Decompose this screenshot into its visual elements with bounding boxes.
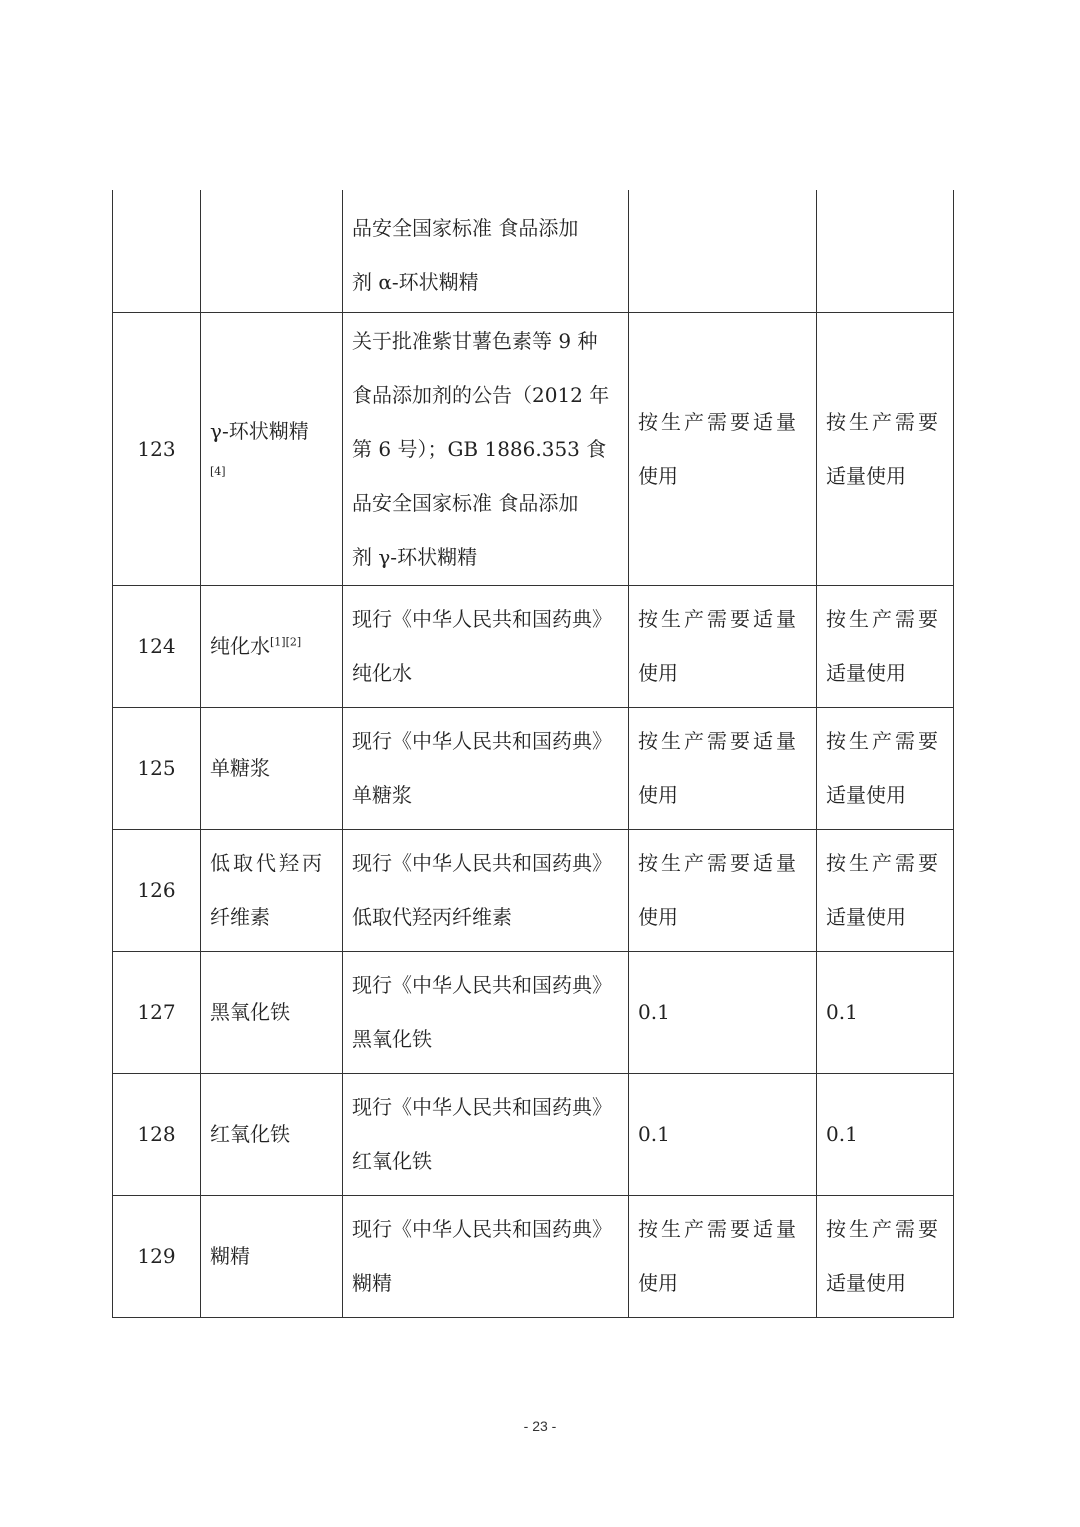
cell-usage-b: 0.1 (817, 1073, 954, 1195)
usage-line: 按生产需要 (826, 607, 941, 631)
cell-usage-a (629, 312, 817, 585)
usage-line: 按生产需要 (826, 409, 941, 434)
usage-line: 适量使用 (826, 905, 906, 929)
usage-line: 适量使用 (826, 463, 906, 488)
standard-line: 纯化水 (352, 661, 412, 685)
usage-line: 使用 (638, 783, 678, 807)
additive-name: 糊精 (210, 1244, 250, 1268)
cell-usage-b (817, 585, 954, 707)
table-row (113, 1195, 954, 1317)
name-reference: [4] (210, 464, 226, 478)
additive-name: γ-环状糊精 (210, 418, 309, 443)
cell-standard (343, 312, 629, 585)
table-row (113, 951, 954, 1073)
standard-line: 黑氧化铁 (352, 1027, 432, 1051)
cell-name (201, 707, 343, 829)
cell-no: 129 (113, 1195, 201, 1317)
usage-line: 按生产需要 (826, 729, 941, 753)
standard-line: 品安全国家标准 食品添加 (352, 490, 579, 515)
cell-no: 125 (113, 707, 201, 829)
cell-no: 124 (113, 585, 201, 707)
cell-usage-a: 0.1 (629, 1073, 817, 1195)
standard-line: 第 6 号）；GB 1886.353 食 (352, 436, 607, 461)
additive-name-line: 纤维素 (210, 905, 270, 929)
cell-name (201, 1195, 343, 1317)
table-row (113, 1073, 954, 1195)
additive-name: 红氧化铁 (210, 1122, 290, 1146)
usage-line: 使用 (638, 905, 678, 929)
standard-line: 红氧化铁 (352, 1149, 432, 1173)
standard-line: 食品添加剂的公告（2012 年 (352, 382, 610, 407)
standard-line: 剂 α-环状糊精 (352, 269, 479, 294)
usage-line: 适量使用 (826, 783, 906, 807)
standard-line: 现行《中华人民共和国药典》 (352, 729, 612, 753)
cell-standard (343, 1195, 629, 1317)
cell-usage-b (817, 312, 954, 585)
name-reference: [1][2] (270, 635, 302, 649)
cell-name (201, 312, 343, 585)
cell-standard (343, 707, 629, 829)
usage-line: 使用 (638, 463, 678, 488)
usage-line: 按生产需要适量 (638, 851, 799, 875)
usage-line: 按生产需要适量 (638, 729, 799, 753)
cell-standard (343, 951, 629, 1073)
standard-line: 现行《中华人民共和国药典》 (352, 607, 612, 631)
standard-line: 关于批准紫甘薯色素等 9 种 (352, 328, 598, 353)
standard-line: 现行《中华人民共和国药典》 (352, 1095, 612, 1119)
additive-name: 单糖浆 (210, 756, 270, 780)
cell-no: 128 (113, 1073, 201, 1195)
cell-no (113, 190, 201, 312)
cell-usage-a: 0.1 (629, 951, 817, 1073)
additive-name: 纯化水 (210, 634, 270, 658)
usage-line: 按生产需要 (826, 851, 941, 875)
table-row (113, 707, 954, 829)
standard-line: 剂 γ-环状糊精 (352, 544, 478, 569)
usage-line: 适量使用 (826, 661, 906, 685)
usage-line: 按生产需要 (826, 1217, 941, 1241)
cell-no: 127 (113, 951, 201, 1073)
table-row (113, 312, 954, 585)
cell-standard (343, 190, 629, 312)
additive-name-line: 低取代羟丙 (210, 851, 325, 875)
usage-line: 按生产需要适量 (638, 409, 799, 434)
standard-line: 低取代羟丙纤维素 (352, 905, 512, 929)
cell-usage-b (817, 190, 954, 312)
standard-line: 糊精 (352, 1271, 392, 1295)
cell-usage-b (817, 1195, 954, 1317)
table-row (113, 829, 954, 951)
table-row (113, 585, 954, 707)
usage-line: 按生产需要适量 (638, 1217, 799, 1241)
usage-line: 适量使用 (826, 1271, 906, 1295)
cell-name (201, 190, 343, 312)
cell-standard (343, 829, 629, 951)
additive-table (112, 190, 954, 1318)
cell-usage-b: 0.1 (817, 951, 954, 1073)
cell-usage-a (629, 829, 817, 951)
cell-usage-a (629, 1195, 817, 1317)
usage-line: 使用 (638, 661, 678, 685)
cell-name (201, 829, 343, 951)
cell-usage-a (629, 190, 817, 312)
standard-line: 品安全国家标准 食品添加 (352, 215, 579, 240)
page-number: - 23 - (523, 1418, 557, 1434)
usage-line: 使用 (638, 1271, 678, 1295)
cell-name (201, 1073, 343, 1195)
cell-name (201, 585, 343, 707)
cell-standard (343, 1073, 629, 1195)
standard-line: 现行《中华人民共和国药典》 (352, 1217, 612, 1241)
table-row-continuation (113, 190, 954, 312)
cell-no: 126 (113, 829, 201, 951)
cell-standard (343, 585, 629, 707)
additive-name: 黑氧化铁 (210, 1000, 290, 1024)
standard-line: 单糖浆 (352, 783, 412, 807)
cell-usage-a (629, 707, 817, 829)
cell-usage-b (817, 829, 954, 951)
cell-usage-b (817, 707, 954, 829)
cell-usage-a (629, 585, 817, 707)
standard-line: 现行《中华人民共和国药典》 (352, 973, 612, 997)
cell-no: 123 (113, 312, 201, 585)
usage-line: 按生产需要适量 (638, 607, 799, 631)
standard-line: 现行《中华人民共和国药典》 (352, 851, 612, 875)
cell-name (201, 951, 343, 1073)
